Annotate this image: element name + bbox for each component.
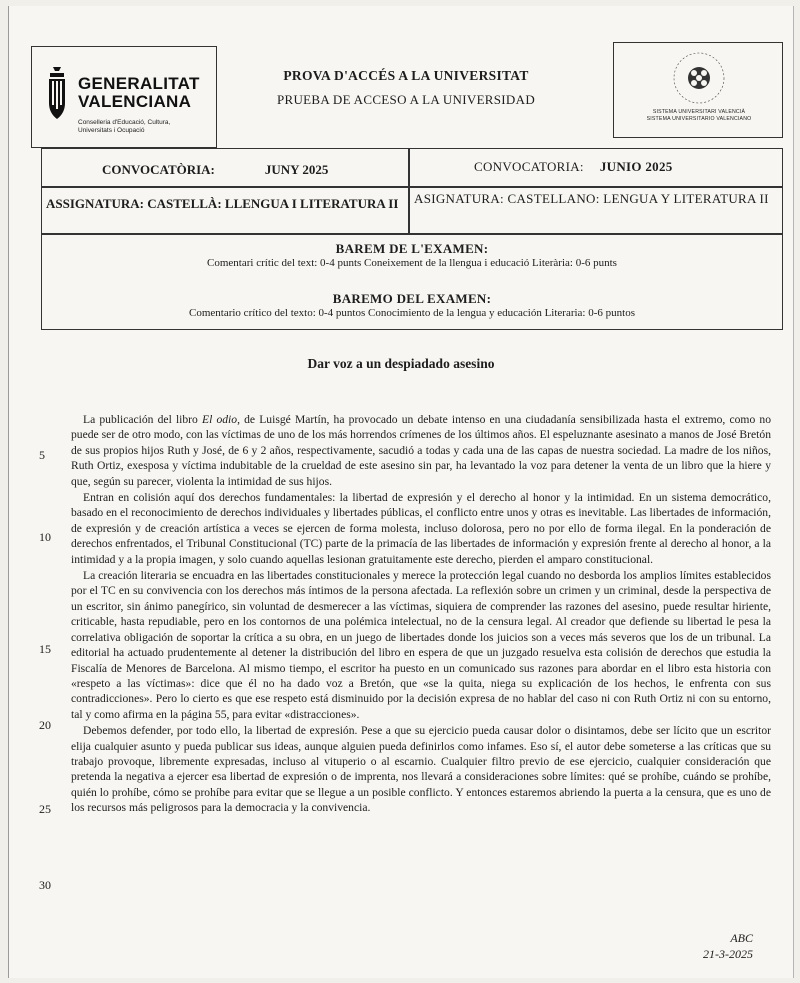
p1-rest: , de Luisgé Martín, ha provocado un debate intenso en una ciudadanía sensibilizada hasta el extremo, como no puede ser de otro modo, con las víctimas de uno de los más horrendos crímenes de los últimos años. El espeluznante asesinato a manos de José Bretón de sus propios hijos Ruth y José, de 6 y 2 años, respectivamente, sacudió a todas y cada una de las capas de nuestra sociedad. La madre de los niños, Ruth Ortiz, exesposa y víctima indubitable de la crueldad de este asesino sin par, ha levantado la voz para detener la venta de un libro que la hiere y que, según su parecer, violenta la intimidad de sus hijos. xyxy=(71,413,771,488)
barem-box xyxy=(41,234,783,330)
line-number-25: 25 xyxy=(39,802,51,816)
article-paragraph-3: La creación literaria se encuadra en las libertades constitucionales y merece la protección legal cuando no desborda los amplios límites establecidos por el TC en su convivencia con los derechos más íntimos de la persona afectada. La reflexión sobre un crimen y un criminal, desde la perspectiva de un escritor, sin ánimo panegírico, sin voluntad de desmerecer a las víctimas, siquiera de comprender las razones del asesino, puede resultar hiriente, criticable, hasta repudiable, pero en los contornos de una polémica intelectual, no de la censura legal. Al creador que defiende su libertad le pesa la correlativa obligación de soportar la crítica a su obra, en un juego de libertades donde los juicios son a veces más severos que los de un tribunal. La editorial ha actuado prudentemente al detener la distribución del libro en espera de que un juzgado resuelva esta colisión de derechos que estudia la Fiscalía de Menores de Barcelona. Al mismo tiempo, el escritor ha puesto en un comunicado sus razones para abordar en el libro esta historia con «respeto a las víctimas»: dice que él no ha dado voz a Bretón, que «se la quita, niega su explicación de los hechos, le enfrenta con sus contradicciones». Pero lo cierto es que ese respeto está disminuido por la decisión expresa de no hablar del caso ni con Ruth Ortiz ni con su entorno, tal y como afirma en la página 55, para evitar «distracciones». xyxy=(71,569,771,721)
generalitat-name xyxy=(78,75,200,111)
convocatoria-spanish xyxy=(474,159,673,175)
generalitat-logo xyxy=(31,46,217,148)
p1-start: La publicación del libro xyxy=(83,413,202,426)
suv-name-valencian: SISTEMA UNIVERSITARI VALENCIÀ xyxy=(652,109,746,115)
article-title: Dar voz a un despiadado asesino xyxy=(307,356,495,371)
exam-page xyxy=(8,6,794,978)
barem-heading-es: BAREMO DEL EXAMEN: xyxy=(332,291,492,306)
article-source xyxy=(703,930,753,962)
line-number-15: 15 xyxy=(39,642,51,656)
generalitat-emblem-icon xyxy=(46,65,68,123)
barem-text-es: Comentario crítico del texto: 0-4 puntos Conocimiento de la lengua y educación Literaria: 0-6 puntos xyxy=(189,307,635,319)
generalitat-name-line1: GENERALITAT xyxy=(78,74,200,93)
convocatoria-label-es: CONVOCATORIA: xyxy=(474,159,584,174)
suv-logo xyxy=(613,42,783,138)
title-spanish: PRUEBA DE ACCESO A LA UNIVERSIDAD xyxy=(276,92,536,107)
convocatoria-value-es: JUNIO 2025 xyxy=(599,159,673,174)
convocatoria-value-ca: JUNY 2025 xyxy=(264,162,329,177)
suv-name-spanish: SISTEMA UNIVERSITARIO VALENCIANO xyxy=(646,115,752,122)
generalitat-name-line2: VALENCIANA xyxy=(78,92,192,111)
article-body xyxy=(71,412,771,817)
line-number-5: 5 xyxy=(39,448,45,462)
suv-name xyxy=(618,109,780,122)
convocatoria-valencian xyxy=(102,162,328,178)
suv-emblem-icon xyxy=(672,51,726,105)
asignatura-valencian: ASSIGNATURA: CASTELLÀ: LLENGUA I LITERATURA II xyxy=(46,196,399,211)
barem-text-ca: Comentari crític del text: 0-4 punts Coneixement de la llengua i educació Literària: 0-6 punts xyxy=(207,257,617,269)
conselleria-name xyxy=(78,119,170,135)
line-number-20: 20 xyxy=(39,718,51,732)
article-paragraph-1 xyxy=(71,412,771,489)
convocatoria-label-ca: CONVOCATÒRIA: xyxy=(102,162,215,177)
line-number-10: 10 xyxy=(39,530,51,544)
source-date: 21-3-2025 xyxy=(703,947,753,961)
barem-heading-ca: BAREM DE L'EXAMEN: xyxy=(335,241,489,256)
exam-title xyxy=(271,68,541,108)
convocatoria-table xyxy=(41,148,783,234)
asignatura-spanish: ASIGNATURA: CASTELLANO: LENGUA Y LITERATURA II xyxy=(414,191,769,206)
line-number-30: 30 xyxy=(39,878,51,892)
book-title: El odio xyxy=(202,413,238,426)
conselleria-line1: Conselleria d'Educació, Cultura, xyxy=(78,119,171,126)
source-newspaper: ABC xyxy=(730,931,753,945)
article-paragraph-4: Debemos defender, por todo ello, la libertad de expresión. Pese a que su ejercicio pueda causar dolor o disintamos, debe ser lícito que un escritor elija cualquier asunto y pueda publicar sus ideas, aunque alguien pueda definirlos como infames. Eso sí, el autor debe someterse a las críticas que su trabajo provoque, libremente expresadas, incluso al vituperio o al escarnio. Cualquier filtro previo de ese ejercicio, cualquier consideración que pretenda la negativa a ejercer esa libertad de expresión o de imprenta, nos llevará a consideraciones sobre límites: qué se prohíbe, cuándo se prohíbe, quién lo prohíbe, cómo se prohíbe para evitar que se llegue a un posible conflicto. Y entonces estaremos abriendo la puerta a la censura, que es uno de los recursos más peligrosos para la democracia y la convivencia. xyxy=(71,724,771,815)
article-paragraph-2: Entran en colisión aquí dos derechos fundamentales: la libertad de expresión y el derecho al honor y la intimidad. En un sistema democrático, basado en el reconocimiento de derechos individuales y libertades públicas, el conflicto entre unos y otras es inevitable. Las libertades de información, de expresión y de creación artística a veces se ejercen de forma molesta, incluso dolorosa, pero no por ello de forma ilegal. En la ponderación de derechos enfrentados, el Tribunal Constitucional (TC) parte de la primacía de las libertades de información y expresión frente al derecho al honor, a la intimidad y a la propia imagen, y solo cuando aquellas lesionan gratuitamente este derecho, pierden el amparo constitucional. xyxy=(71,491,771,566)
title-valencian: PROVA D'ACCÉS A LA UNIVERSITAT xyxy=(283,68,529,83)
conselleria-line2: Universitats i Ocupació xyxy=(78,127,145,134)
